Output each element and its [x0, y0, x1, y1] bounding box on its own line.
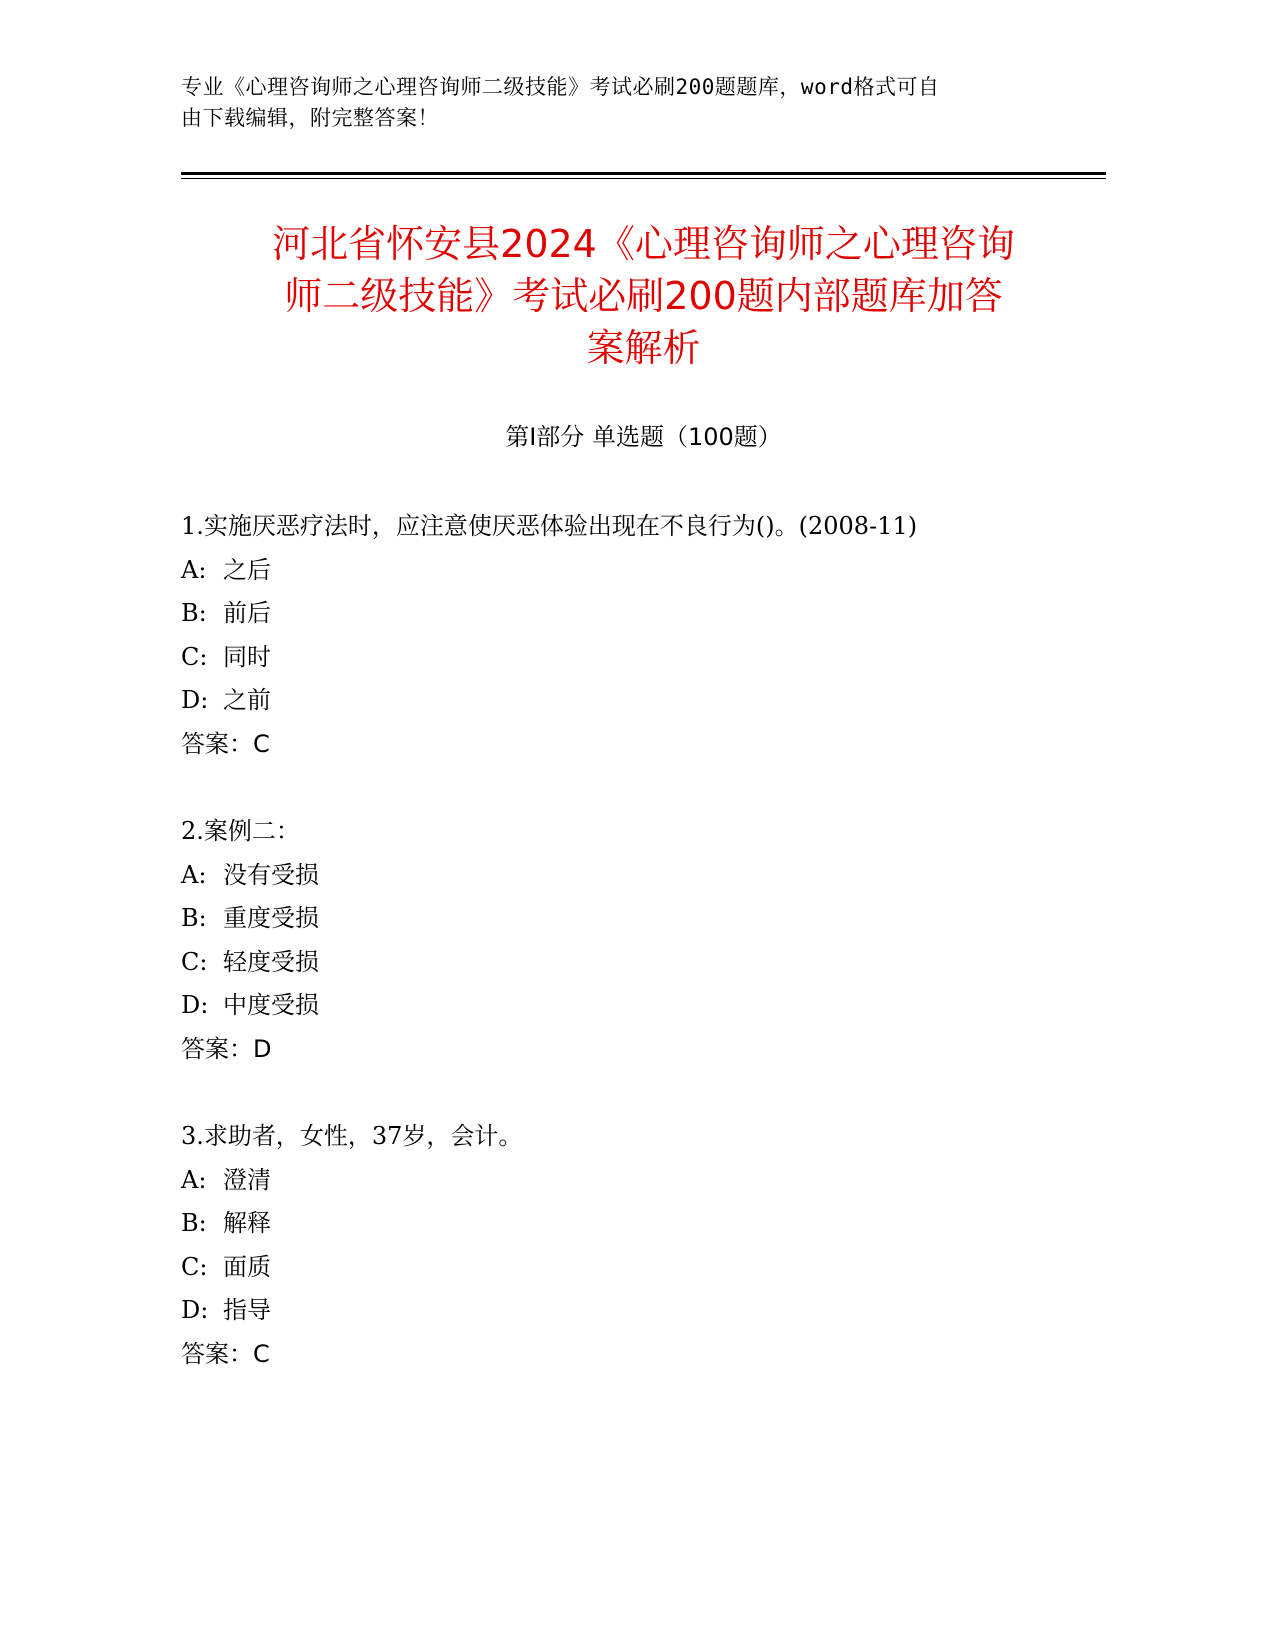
question-stem: 3.求助者，女性，37岁，会计。 — [181, 1122, 523, 1150]
title-line: 师二级技能》考试必刷200题内部题库加答 — [284, 274, 1003, 318]
header-rule-thin — [181, 178, 1106, 179]
option-c — [181, 941, 1106, 985]
header-note-line: 由下载编辑，附完整答案！ — [181, 106, 439, 130]
answer-line: 答案：C — [181, 729, 270, 758]
question-stem: 1.实施厌恶疗法时，应注意使厌恶体验出现在不良行为()。(2008-11) — [181, 512, 918, 540]
option-text: 面质 — [223, 1252, 271, 1281]
option-letter: C: — [181, 1252, 208, 1281]
option-letter: D: — [181, 991, 209, 1019]
option-text: 中度受损 — [223, 991, 319, 1019]
option-letter: B: — [181, 904, 207, 932]
option-text: 指导 — [223, 1296, 271, 1324]
option-text: 前后 — [223, 599, 271, 627]
title-line: 案解析 — [586, 326, 701, 370]
title-line: 河北省怀安县2024《心理咨询师之心理咨询 — [272, 222, 1015, 266]
option-text: 之后 — [223, 555, 271, 584]
section-title: 第Ⅰ部分 单选题（100题） — [505, 423, 782, 451]
option-letter: C: — [181, 947, 208, 976]
document-title — [181, 218, 1106, 374]
question-2 — [181, 810, 1106, 1071]
question-stem: 2.案例二： — [181, 817, 300, 845]
header-note-line: 专业《心理咨询师之心理咨询师二级技能》考试必刷200题题库，word格式可自 — [181, 75, 940, 99]
option-letter: D: — [181, 686, 209, 714]
option-b — [181, 592, 1106, 636]
option-a — [181, 549, 1106, 593]
question-list — [181, 505, 1106, 1420]
option-letter: A: — [181, 860, 207, 889]
option-d — [181, 679, 1106, 723]
option-d — [181, 1289, 1106, 1333]
option-d — [181, 984, 1106, 1028]
option-text: 没有受损 — [223, 860, 319, 889]
header-rule-thick — [181, 172, 1106, 175]
option-letter: C: — [181, 642, 208, 671]
header-note — [181, 72, 1031, 134]
option-letter: B: — [181, 599, 207, 627]
question-1 — [181, 505, 1106, 766]
option-letter: D: — [181, 1296, 209, 1324]
option-letter: A: — [181, 555, 207, 584]
option-text: 解释 — [223, 1209, 271, 1237]
option-text: 之前 — [223, 686, 271, 714]
option-letter: A: — [181, 1165, 207, 1194]
answer-line: 答案：C — [181, 1339, 270, 1368]
option-a — [181, 1159, 1106, 1203]
option-text: 同时 — [223, 642, 271, 671]
option-text: 轻度受损 — [223, 947, 319, 976]
option-text: 重度受损 — [223, 904, 319, 932]
option-c — [181, 636, 1106, 680]
option-b — [181, 897, 1106, 941]
option-c — [181, 1246, 1106, 1290]
option-b — [181, 1202, 1106, 1246]
question-3 — [181, 1115, 1106, 1376]
option-text: 澄清 — [223, 1165, 271, 1194]
answer-line: 答案：D — [181, 1034, 272, 1063]
option-letter: B: — [181, 1209, 207, 1237]
option-a — [181, 854, 1106, 898]
